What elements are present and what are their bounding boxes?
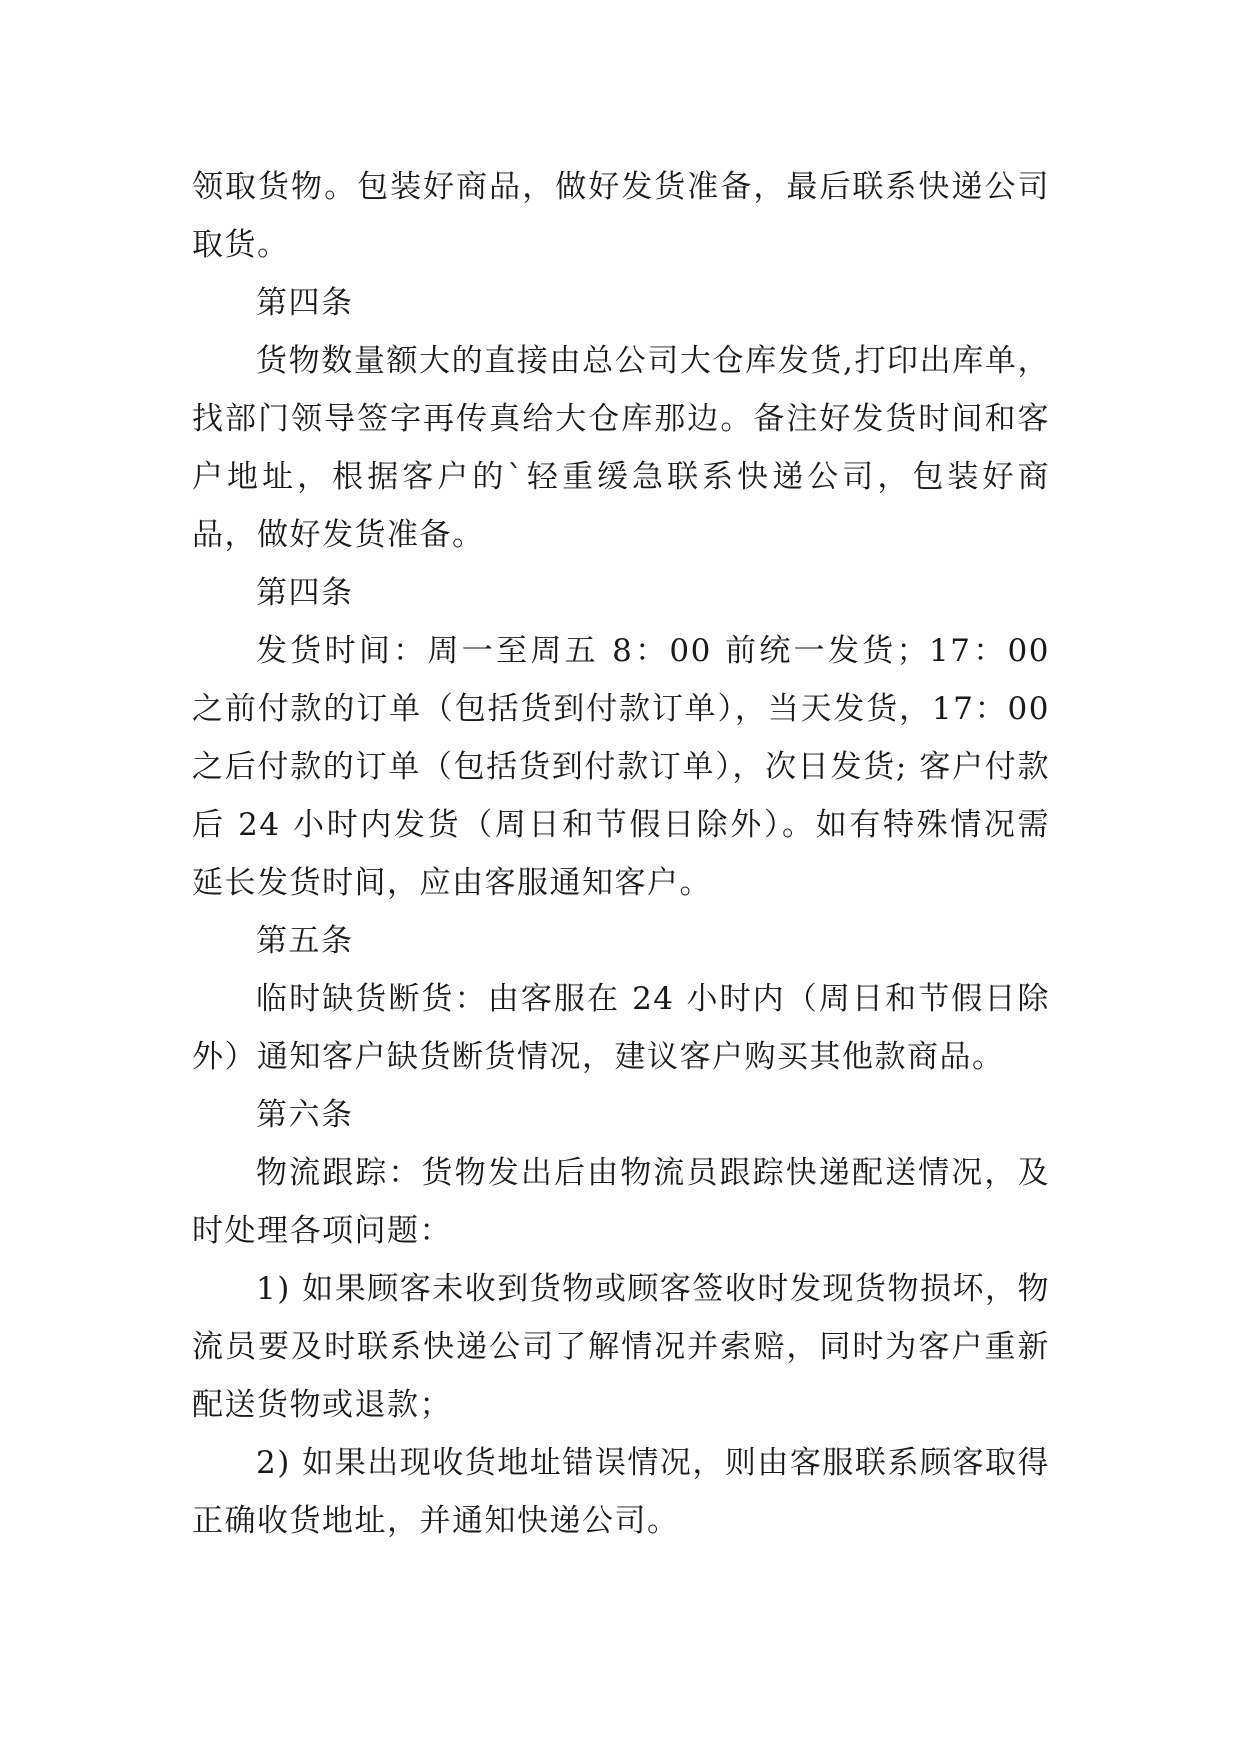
- list-item: 1) 如果顾客未收到货物或顾客签收时发现货物损坏，物流员要及时联系快递公司了解情况并索赔，同时为客户重新配送货物或退款；: [192, 1271, 1050, 1423]
- paragraph: 货物数量额大的直接由总公司大仓库发货,打印出库单，找部门领导签字再传真给大仓库那边。备注好发货时间和客户地址，根据客户的`轻重缓急联系快递公司，包装好商品，做好发货准备。: [192, 343, 1050, 553]
- article-heading: 第六条: [256, 1097, 354, 1133]
- article-heading: 第四条: [256, 285, 354, 321]
- paragraph: 物流跟踪：货物发出后由物流员跟踪快递配送情况，及时处理各项问题：: [192, 1155, 1050, 1249]
- list-item: 2) 如果出现收货地址错误情况，则由客服联系顾客取得正确收货地址，并通知快递公司。: [192, 1445, 1050, 1539]
- paragraph-continuation: 领取货物。包装好商品，做好发货准备，最后联系快递公司取货。: [192, 169, 1050, 263]
- document-body: [192, 158, 1050, 1550]
- article-heading: 第五条: [256, 923, 354, 959]
- paragraph: 发货时间：周一至周五 8：00 前统一发货；17：00 之前付款的订单（包括货到付款订单），当天发货，17：00 之后付款的订单（包括货到付款订单），次日发货; 客户付款后 24 小时内发货（周日和节假日除外）。如有特殊情况需延长发货时间，应由客服通知客户。: [192, 633, 1050, 901]
- paragraph: 临时缺货断货：由客服在 24 小时内（周日和节假日除外）通知客户缺货断货情况，建议客户购买其他款商品。: [192, 981, 1050, 1075]
- article-heading: 第四条: [256, 575, 354, 611]
